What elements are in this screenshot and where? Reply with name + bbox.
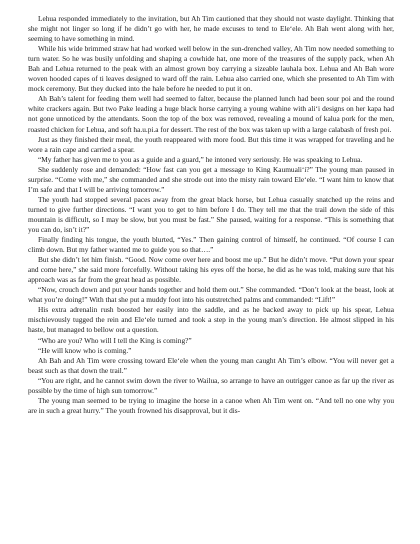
paragraph: “Now, crouch down and put your hands together and hold them out.” She commanded. “Don’t look at the beast, look at what you’re doing!” With that she put a muddy foot into his outstretched palms and commanded: “Lift!”	[28, 285, 394, 305]
paragraph: Finally finding his tongue, the youth blurted, “Yes.” Then gaining control of himself, he continued. “Of course I can climb down. But my father wanted me to guide you so that….”	[28, 235, 394, 255]
paragraph: The young man seemed to be trying to imagine the horse in a canoe when Ah Tim went on. “And tell no one why you are in such a great hurry.” The youth frowned his disapproval, but it dis-	[28, 395, 394, 415]
paragraph: Ah Bah and Ah Tim were crossing toward Ele‘ele when the young man caught Ah Tim’s elbow. “You will never get a beast such as that down the trail.”	[28, 355, 394, 375]
paragraph: While his wide brimmed straw hat had worked well below in the sun-drenched valley, Ah Tim now needed something to turn water. So he was busily unfolding and shaping a cowhide hat, one more of the treasures of the supply pack, when Ah Bah and Lehua returned to the peak with an almost grown boy carrying a sizeable lauhala box. Lehua and Ah Bah wore woven hooded capes of ti leaves designed to ward off the rain. Lehua also carried one, which she presented to Ah Tim with mock ceremony. But they ducked into the hale before he needed to put it on.	[28, 44, 394, 94]
paragraph: But she didn’t let him finish. “Good. Now come over here and boost me up.” But he didn’t move. “Put down your spear and come here,” she said more forcefully. Without taking his eyes off the horse, he did as he was told, making sure that his approach was as far from the great head as possible.	[28, 255, 394, 285]
paragraph: Lehua responded immediately to the invitation, but Ah Tim cautioned that they should not waste daylight. Thinking that she might not linger so long if he didn’t go with her, he made excuses to tend to Ele‘ele. Ah Bah went along with her, seeming to have something in mind.	[28, 14, 394, 44]
paragraph: The youth had stopped several paces away from the great black horse, but Lehua casually snatched up the reins and turned to give further directions. “I want you to get to him before I do. They tell me that the trail down the side of this mountain is difficult, so I may be slow, but you must be fast.” She paused, waiting for a response. “This is something that you can do, isn’t it?”	[28, 194, 394, 234]
paragraph: She suddenly rose and demanded: “How fast can you get a message to King Kaumuali‘i?” The young man paused in surprise. “Come with me,” she commanded and she strode out into the misty rain toward Ele‘ele. “I want him to know that I’m safe and that I will be arriving tomorrow.”	[28, 164, 394, 194]
paragraph: “My father has given me to you as a guide and a guard,” he intoned very seriously. He was speaking to Lehua.	[38, 154, 363, 164]
paragraph: Just as they finished their meal, the youth reappeared with more food. But this time it was wrapped for traveling and he wore a rain cape and carried a spear.	[28, 134, 394, 154]
paragraph: His extra adrenalin rush boosted her easily into the saddle, and as he backed away to pick up his spear, Lehua mischievously tugged the rein and Ele‘ele turned and took a step in the young man’s direction. He almost slipped in his haste, but managed to bellow out a question.	[28, 305, 394, 335]
paragraph: “You are right, and he cannot swim down the river to Wailua, so arrange to have an outrigger canoe as far up the river as possible by the time of high sun tomorrow.”	[28, 375, 394, 395]
paragraph: “He will know who is coming.”	[38, 345, 132, 355]
paragraph: “Who are you? Who will I tell the King is coming?”	[38, 335, 192, 345]
book-page	[28, 14, 394, 416]
paragraph: Ah Bah’s talent for feeding them well had seemed to falter, because the planned lunch had been sour poi and the round white crackers again. But two Pake leading a huge black horse carrying a young wahine with ali‘i designs on her kapa had not gone unnoticed by the attendants. Soon the top of the box was removed, revealing a mound of kalua pork for the men, roasted chicken for Lehua, and soft ha.u.pi.a for dessert. The rest of the box was taken up with a large calabash of fresh poi.	[28, 94, 394, 134]
